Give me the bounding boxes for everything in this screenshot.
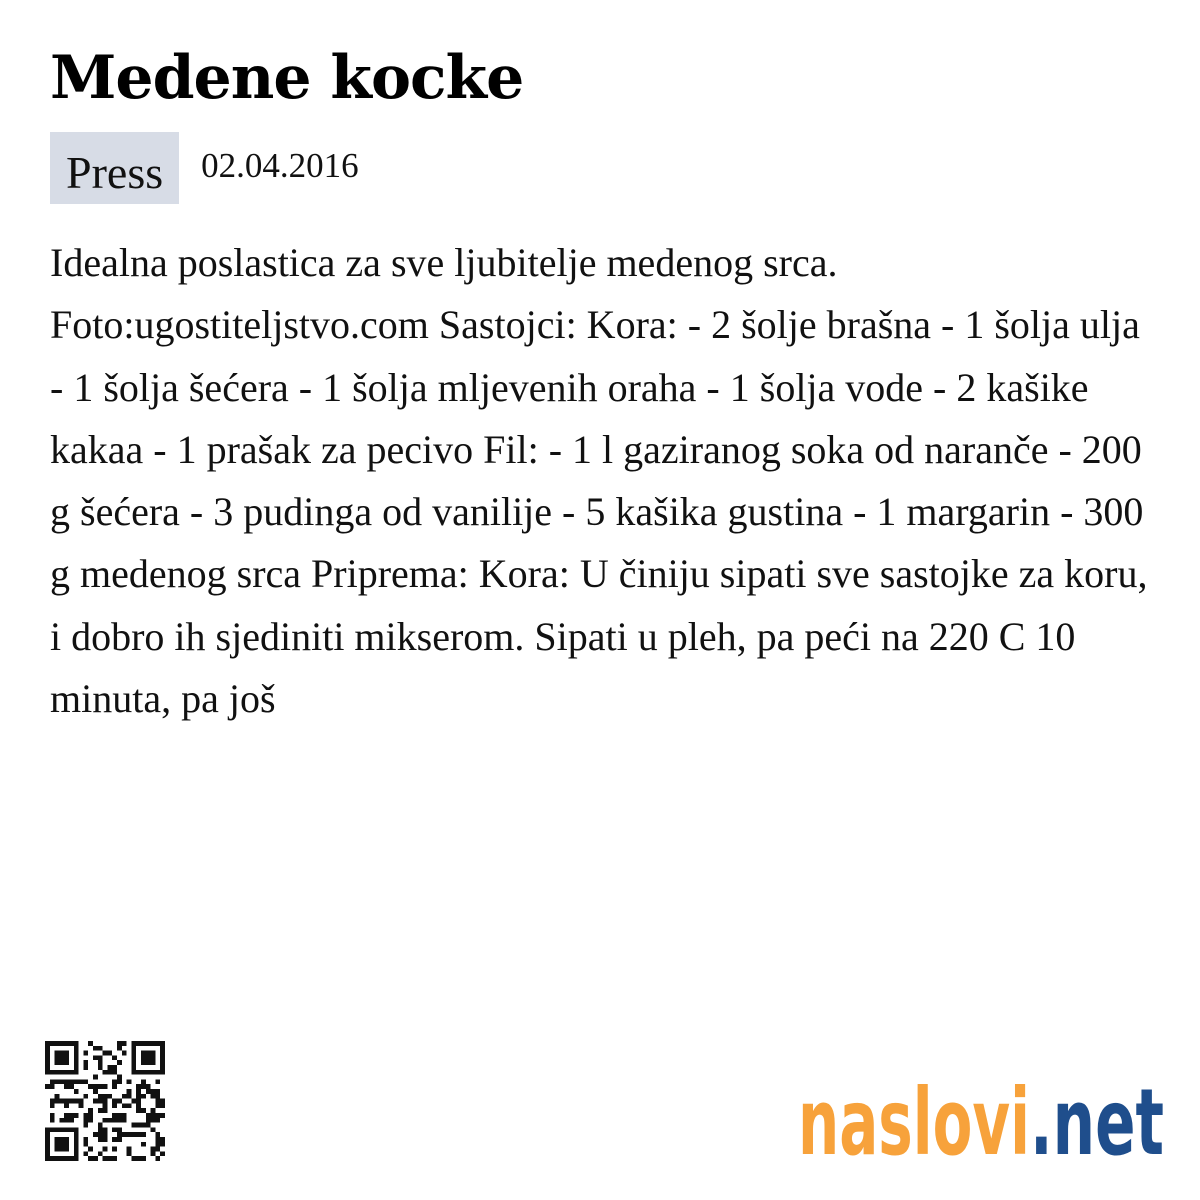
source-badge[interactable]: Press (50, 132, 179, 204)
qr-code-icon (45, 1038, 165, 1164)
logo-main-text: naslovi (798, 1069, 1030, 1176)
logo-domain-text: .net (1030, 1069, 1164, 1176)
article-meta (50, 132, 359, 204)
naslovi-logo[interactable] (796, 1056, 1176, 1176)
article-body: Idealna poslastica za sve ljubitelje medenog srca. Foto:ugostiteljstvo.com Sastojci: Kora: - 2 šolje brašna - 1 šolja ulja - 1 šolja šećera - 1 šolja mljevenih oraha - 1 šolja vode - 2 kašike kakaa - 1 prašak za pecivo Fil: - 1 l gaziranog soka od narančе - 200 g šećera - 3 pudinga od vanilije - 5 kašika gustina - 1 margarin - 300 g medenog srca Priprema: Kora: U činiju sipati sve sastojke za koru, i dobro ih sjediniti mikserom. Sipati u pleh, pa peći na 220 C 10 minuta, pa još (50, 240, 1148, 722)
publish-date: 02.04.2016 (201, 146, 359, 185)
article-title: Medene kocke (50, 43, 524, 113)
